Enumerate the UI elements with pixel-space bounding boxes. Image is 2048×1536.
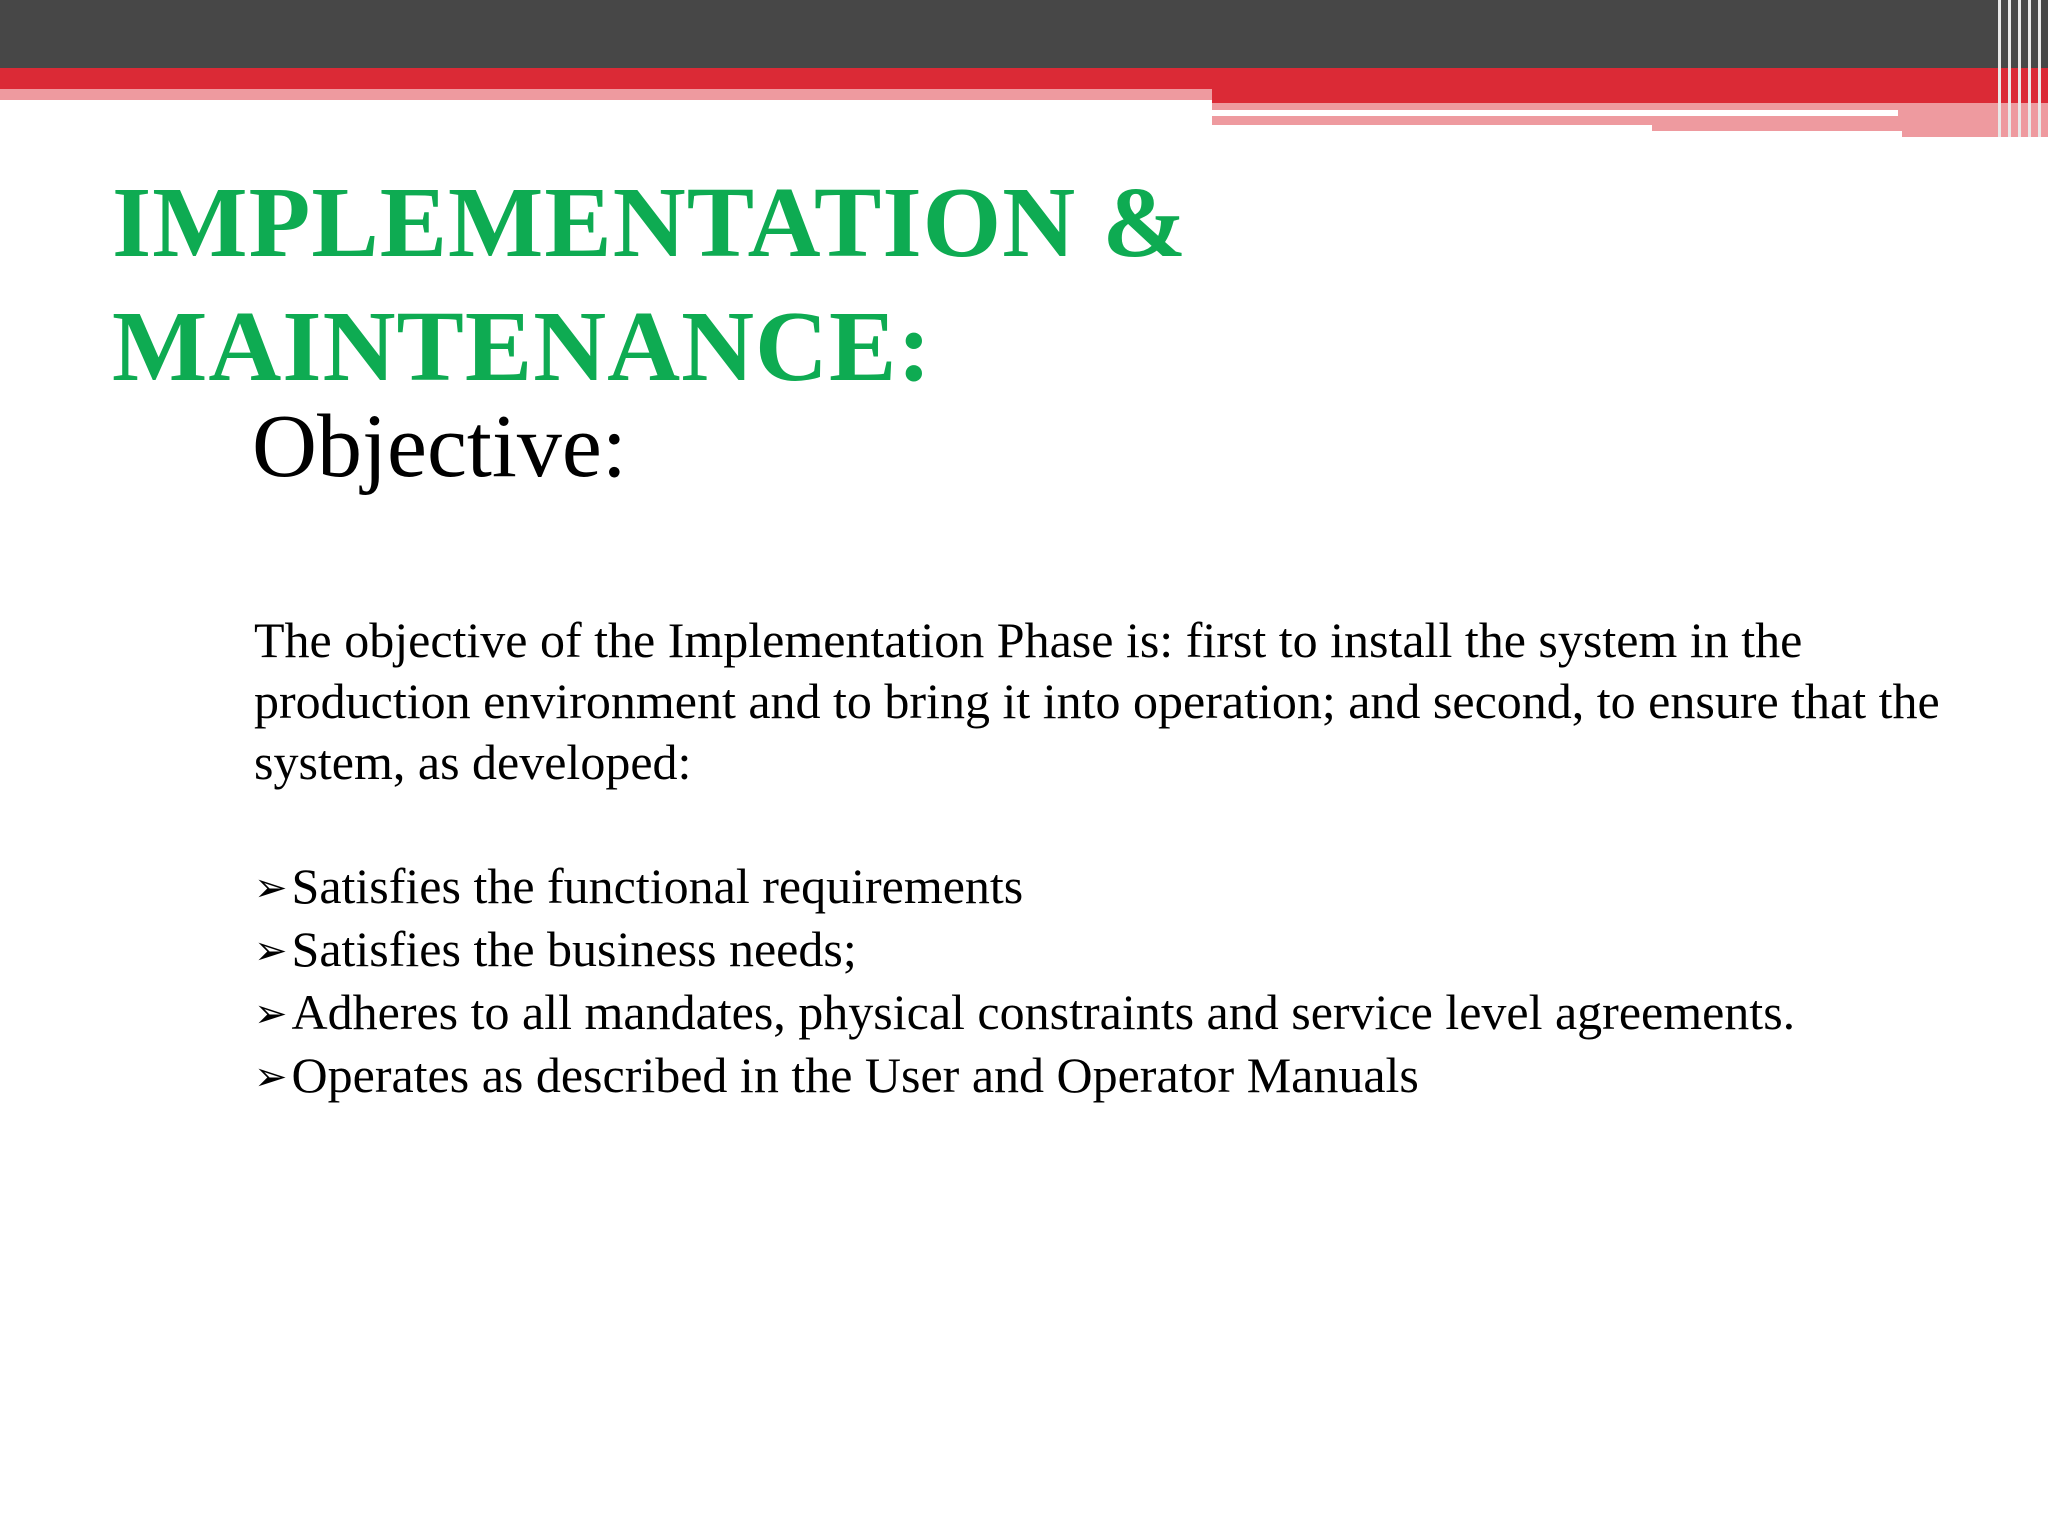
header-pink-band-left — [0, 89, 1212, 100]
arrow-bullet-icon: ➢ — [254, 865, 288, 911]
arrow-bullet-icon: ➢ — [254, 928, 288, 974]
slide-title — [112, 160, 1512, 408]
arrow-bullet-icon: ➢ — [254, 991, 288, 1037]
header-accent-line — [1652, 131, 1902, 137]
bullet-text: Satisfies the functional requirements — [291, 858, 1024, 914]
bullet-text: Adheres to all mandates, physical constraints and service level agreements. — [291, 984, 1796, 1040]
header-red-band — [0, 68, 2048, 89]
header-accent-line — [1212, 110, 1898, 116]
slide-subtitle: Objective: — [252, 397, 627, 496]
slide-title-line-2: MAINTENANCE: — [112, 290, 932, 402]
bullet-text: Operates as described in the User and Operator Manuals — [291, 1047, 1419, 1103]
bullet-item — [254, 1045, 1974, 1108]
bullet-item — [254, 982, 1974, 1045]
bullet-item — [254, 919, 1974, 982]
arrow-bullet-icon: ➢ — [254, 1054, 288, 1100]
header-accent-line — [1212, 125, 1652, 137]
slide-title-line-1: IMPLEMENTATION & — [112, 166, 1188, 278]
objective-paragraph: The objective of the Implementation Phase is: first to install the system in the production environment and to bring it into operation; and second, to ensure that the system, as developed: — [254, 612, 1940, 790]
bullet-item — [254, 856, 1974, 919]
bullet-text: Satisfies the business needs; — [291, 921, 857, 977]
header-dark-band — [0, 0, 2048, 68]
bullet-list — [254, 856, 1974, 1108]
header-red-band-right — [1212, 89, 2048, 103]
header-corner-stripes — [1990, 0, 2048, 137]
